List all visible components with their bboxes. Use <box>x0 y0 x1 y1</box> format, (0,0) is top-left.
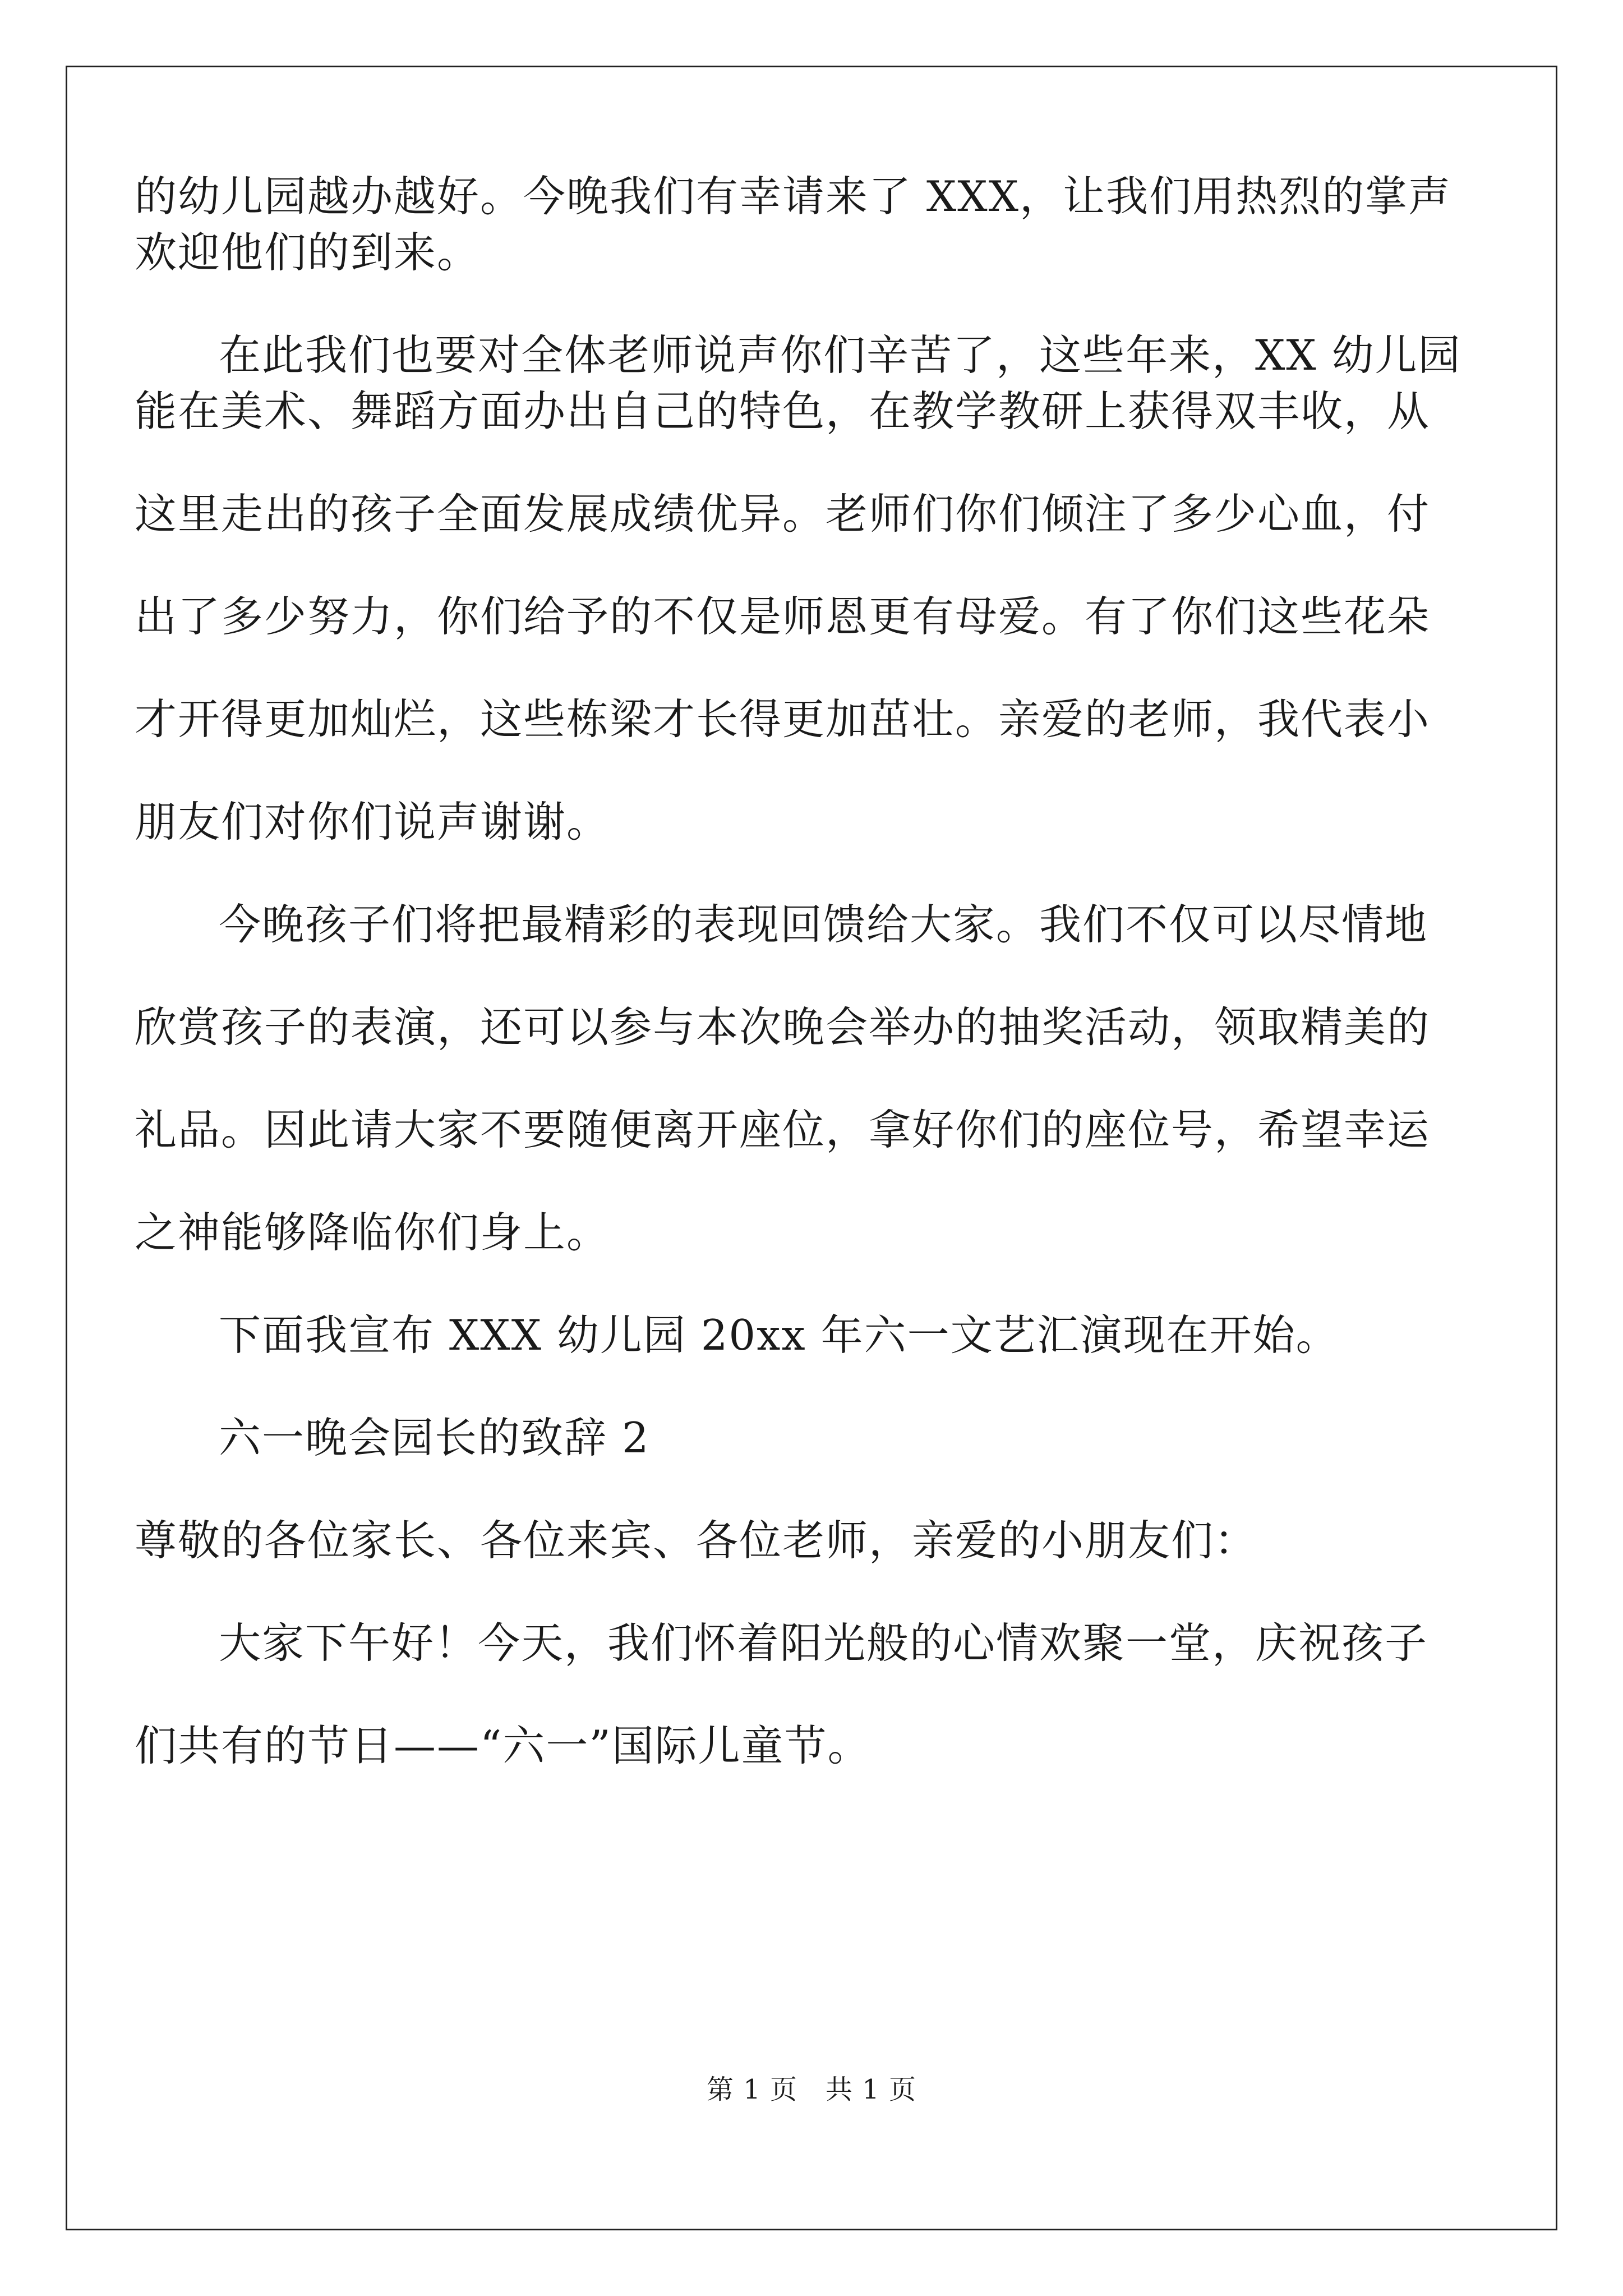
section-heading: 六一晚会园长的致辞 2 <box>219 1413 650 1462</box>
text-line: 这里走出的孩子全面发展成绩优异。老师们你们倾注了多少心血，付 <box>135 489 1431 539</box>
text-line: 能在美术、舞蹈方面办出自己的特色，在教学教研上获得双丰收，从 <box>135 386 1431 436</box>
text-line: 礼品。因此请大家不要随便离开座位，拿好你们的座位号，希望幸运 <box>135 1105 1431 1154</box>
salutation: 尊敬的各位家长、各位来宾、各位老师，亲爱的小朋友们： <box>135 1516 1258 1565</box>
text-line: 的幼儿园越办越好。今晚我们有幸请来了 XXX，让我们用热烈的掌声 <box>135 172 1452 221</box>
page-number: 第 1 页 <box>706 2074 797 2105</box>
page-footer <box>0 2073 1623 2106</box>
text-line: 朋友们对你们说声谢谢。 <box>135 797 610 846</box>
text-line: 们共有的节日——“六一”国际儿童节。 <box>135 1721 871 1770</box>
text-line: 今晚孩子们将把最精彩的表现回馈给大家。我们不仅可以尽情地 <box>219 900 1428 949</box>
text-line: 欣赏孩子的表演，还可以参与本次晚会举办的抽奖活动，领取精美的 <box>135 1002 1431 1052</box>
text-line: 出了多少努力，你们给予的不仅是师恩更有母爱。有了你们这些花朵 <box>135 592 1431 641</box>
text-line: 在此我们也要对全体老师说声你们辛苦了，这些年来，XX 幼儿园 <box>219 330 1461 380</box>
text-line: 大家下午好！今天，我们怀着阳光般的心情欢聚一堂，庆祝孩子 <box>219 1618 1428 1668</box>
text-line: 才开得更加灿烂，这些栋梁才长得更加茁壮。亲爱的老师，我代表小 <box>135 694 1431 744</box>
page-total: 共 1 页 <box>826 2074 917 2105</box>
text-line: 之神能够降临你们身上。 <box>135 1208 610 1257</box>
text-line: 欢迎他们的到来。 <box>135 228 481 277</box>
text-line: 下面我宣布 XXX 幼儿园 20xx 年六一文艺汇演现在开始。 <box>219 1310 1339 1360</box>
document-body <box>135 168 1461 1774</box>
